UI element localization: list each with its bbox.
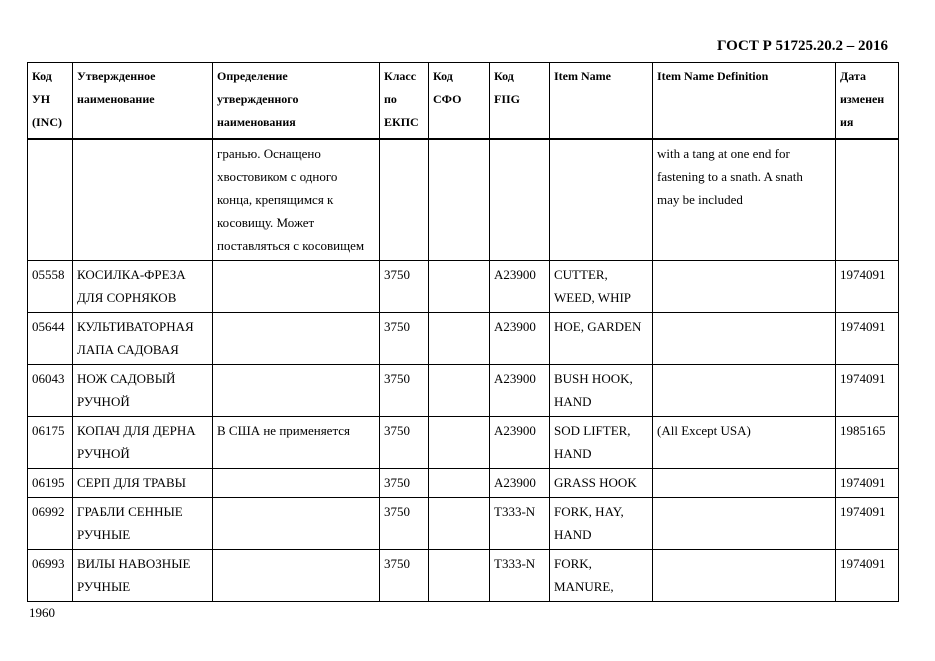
cell-item-name: SOD LIFTER, HAND [550, 417, 653, 469]
cell-item-name: CUTTER, WEED, WHIP [550, 261, 653, 313]
cell-ekps-class: 3750 [380, 417, 429, 469]
column-header-item-name: Item Name [550, 63, 653, 140]
cell-ekps-class: 3750 [380, 261, 429, 313]
cell-item-name-definition [653, 550, 836, 602]
cell-name-definition [213, 550, 380, 602]
cell-ekps-class: 3750 [380, 498, 429, 550]
cell-inc-code: 06195 [28, 469, 73, 498]
cell-item-name: GRASS HOOK [550, 469, 653, 498]
cell-fiig-code: A23900 [490, 261, 550, 313]
cell-ekps-class [380, 139, 429, 261]
cell-change-date: 1974091 [836, 313, 899, 365]
table-row [28, 139, 899, 261]
cell-approved-name: ВИЛЫ НАВОЗНЫЕ РУЧНЫЕ [73, 550, 213, 602]
cell-item-name: HOE, GARDEN [550, 313, 653, 365]
cell-approved-name: НОЖ САДОВЫЙ РУЧНОЙ [73, 365, 213, 417]
cell-fiig-code: T333-N [490, 498, 550, 550]
cell-name-definition: В США не применяется [213, 417, 380, 469]
table-row [28, 261, 899, 313]
document-header: ГОСТ Р 51725.20.2 – 2016 [716, 38, 888, 54]
cell-inc-code [28, 139, 73, 261]
cell-approved-name: ГРАБЛИ СЕННЫЕ РУЧНЫЕ [73, 498, 213, 550]
cell-name-definition [213, 469, 380, 498]
cell-inc-code: 06992 [28, 498, 73, 550]
cell-item-name-definition: (All Except USA) [653, 417, 836, 469]
column-header-fiig-code: Код FIIG [490, 63, 550, 140]
cell-fiig-code: A23900 [490, 365, 550, 417]
cell-sfo-code [429, 365, 490, 417]
column-header-sfo-code: Код СФО [429, 63, 490, 140]
cell-approved-name [73, 139, 213, 261]
cell-fiig-code: A23900 [490, 417, 550, 469]
cell-item-name: BUSH HOOK, HAND [550, 365, 653, 417]
table-row [28, 313, 899, 365]
cell-item-name: FORK, HAY, HAND [550, 498, 653, 550]
cell-ekps-class: 3750 [380, 365, 429, 417]
table-row [28, 365, 899, 417]
column-header-inc-code: Код УН (INC) [28, 63, 73, 140]
cell-fiig-code: A23900 [490, 313, 550, 365]
cell-name-definition [213, 313, 380, 365]
cell-sfo-code [429, 313, 490, 365]
cell-approved-name: КУЛЬТИВАТОРНАЯ ЛАПА САДОВАЯ [73, 313, 213, 365]
column-header-ekps-class: Класс по ЕКПС [380, 63, 429, 140]
cell-approved-name: СЕРП ДЛЯ ТРАВЫ [73, 469, 213, 498]
cell-item-name-definition [653, 498, 836, 550]
table-body [28, 139, 899, 602]
cell-item-name: FORK, MANURE, [550, 550, 653, 602]
cell-change-date: 1974091 [836, 469, 899, 498]
cell-inc-code: 06993 [28, 550, 73, 602]
cell-change-date: 1974091 [836, 498, 899, 550]
cell-sfo-code [429, 139, 490, 261]
table-row [28, 498, 899, 550]
cell-ekps-class: 3750 [380, 469, 429, 498]
cell-inc-code: 06043 [28, 365, 73, 417]
cell-sfo-code [429, 550, 490, 602]
cell-approved-name: КОПАЧ ДЛЯ ДЕРНА РУЧНОЙ [73, 417, 213, 469]
cell-name-definition [213, 365, 380, 417]
catalog-table [27, 62, 899, 602]
cell-item-name-definition [653, 469, 836, 498]
cell-sfo-code [429, 469, 490, 498]
cell-fiig-code: T333-N [490, 550, 550, 602]
cell-item-name-definition [653, 261, 836, 313]
table-row [28, 417, 899, 469]
cell-inc-code: 06175 [28, 417, 73, 469]
cell-change-date: 1985165 [836, 417, 899, 469]
cell-sfo-code [429, 261, 490, 313]
cell-fiig-code [490, 139, 550, 261]
cell-item-name-definition [653, 365, 836, 417]
column-header-change-date: Дата изменен ия [836, 63, 899, 140]
column-header-name-definition: Определение утвержденного наименования [213, 63, 380, 140]
cell-name-definition [213, 498, 380, 550]
cell-change-date: 1974091 [836, 261, 899, 313]
cell-change-date: 1974091 [836, 365, 899, 417]
cell-item-name-definition: with a tang at one end for fastening to a snath. A snath may be included [653, 139, 836, 261]
cell-sfo-code [429, 417, 490, 469]
cell-item-name-definition [653, 313, 836, 365]
column-header-item-name-definition: Item Name Definition [653, 63, 836, 140]
table-row [28, 469, 899, 498]
cell-ekps-class: 3750 [380, 550, 429, 602]
cell-inc-code: 05558 [28, 261, 73, 313]
cell-fiig-code: A23900 [490, 469, 550, 498]
cell-sfo-code [429, 498, 490, 550]
cell-ekps-class: 3750 [380, 313, 429, 365]
cell-approved-name: КОСИЛКА-ФРЕЗА ДЛЯ СОРНЯКОВ [73, 261, 213, 313]
column-header-approved-name: Утвержденное наименование [73, 63, 213, 140]
cell-inc-code: 05644 [28, 313, 73, 365]
cell-name-definition: гранью. Оснащено хвостовиком с одного конца, крепящимся к косовищу. Может поставляться с косовищем [213, 139, 380, 261]
cell-name-definition [213, 261, 380, 313]
cell-change-date [836, 139, 899, 261]
cell-change-date: 1974091 [836, 550, 899, 602]
table-header-row [28, 63, 899, 140]
cell-item-name [550, 139, 653, 261]
page-number: 1960 [29, 605, 55, 620]
table-row [28, 550, 899, 602]
